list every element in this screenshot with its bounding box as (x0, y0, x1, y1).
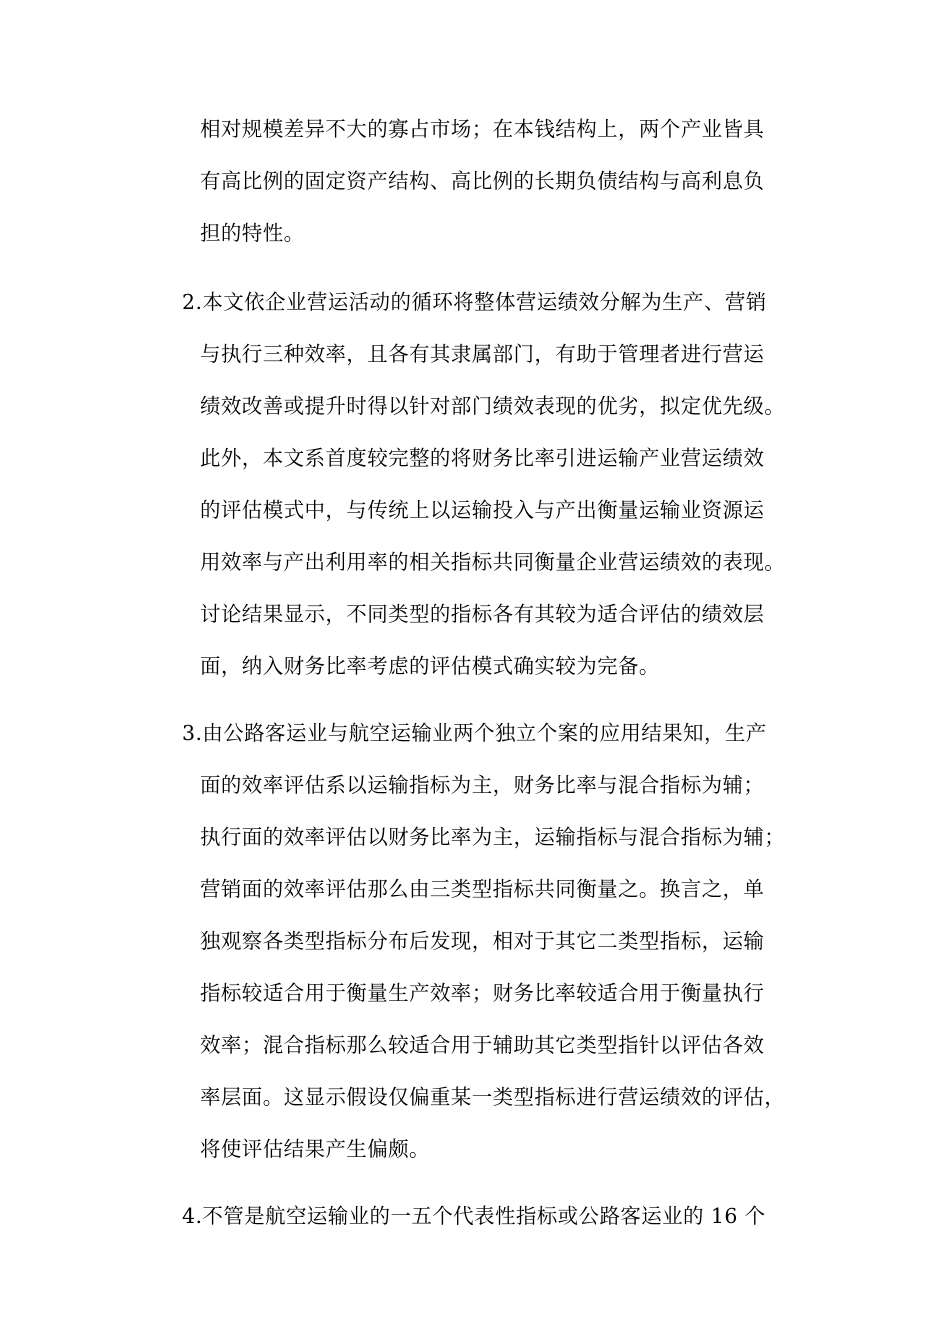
paragraph-2-line-5: 的评估模式中，与传统上以运输投入与产出衡量运输业资源运 (200, 498, 765, 522)
paragraph-2-line-3: 绩效改善或提升时得以针对部门绩效表现的优劣，拟定优先级。 (200, 394, 786, 418)
paragraph-2-line-6: 用效率与产出利用率的相关指标共同衡量企业营运绩效的表现。 (200, 550, 786, 574)
paragraph-3-line-1 (182, 720, 767, 746)
paragraph-3-line-8: 率层面。这显示假设仅偏重某一类型指标进行营运绩效的评估， (200, 1085, 786, 1109)
paragraph-3-line-3: 执行面的效率评估以财务比率为主，运输指标与混合指标为辅； (200, 825, 786, 849)
paragraph-2-line-8: 面，纳入财务比率考虑的评估模式确实较为完备。 (200, 654, 660, 678)
paragraph-1-line-1: 相对规模差异不大的寡占市场；在本钱结构上，两个产业皆具 (200, 117, 765, 141)
paragraph-2-line-1 (182, 289, 767, 315)
paragraph-4-number: 4. (182, 1204, 203, 1228)
paragraph-3-line-6: 指标较适合用于衡量生产效率；财务比率较适合用于衡量执行 (200, 981, 765, 1005)
paragraph-4-line-1 (182, 1203, 766, 1229)
paragraph-2-line-4: 此外，本文系首度较完整的将财务比率引进运输产业营运绩效 (200, 446, 765, 470)
paragraph-3-line-7: 效率；混合指标那么较适合用于辅助其它类型指针以评估各效 (200, 1033, 765, 1057)
paragraph-2-line-2: 与执行三种效率，且各有其隶属部门，有助于管理者进行营运 (200, 342, 765, 366)
paragraph-4-line-1-text: 不管是航空运输业的一五个代表性指标或公路客运业的 16 个 (202, 1204, 766, 1228)
paragraph-2-number: 2. (182, 290, 203, 314)
paragraph-1-line-3: 担的特性。 (200, 221, 305, 245)
paragraph-3-line-5: 独观察各类型指标分布后发现，相对于其它二类型指标，运输 (200, 929, 765, 953)
paragraph-3-line-2: 面的效率评估系以运输指标为主，财务比率与混合指标为辅； (200, 773, 765, 797)
paragraph-3-line-9: 将使评估结果产生偏颇。 (200, 1137, 430, 1161)
paragraph-2-line-7: 讨论结果显示，不同类型的指标各有其较为适合评估的绩效层 (200, 602, 765, 626)
paragraph-3-number: 3. (182, 721, 203, 745)
paragraph-3-line-1-text: 由公路客运业与航空运输业两个独立个案的应用结果知，生产 (202, 721, 767, 745)
paragraph-3-line-4: 营销面的效率评估那么由三类型指标共同衡量之。换言之，单 (200, 877, 765, 901)
paragraph-2-line-1-text: 本文依企业营运活动的循环将整体营运绩效分解为生产、营销 (202, 290, 767, 314)
paragraph-1-line-2: 有高比例的固定资产结构、高比例的长期负债结构与高利息负 (200, 169, 765, 193)
